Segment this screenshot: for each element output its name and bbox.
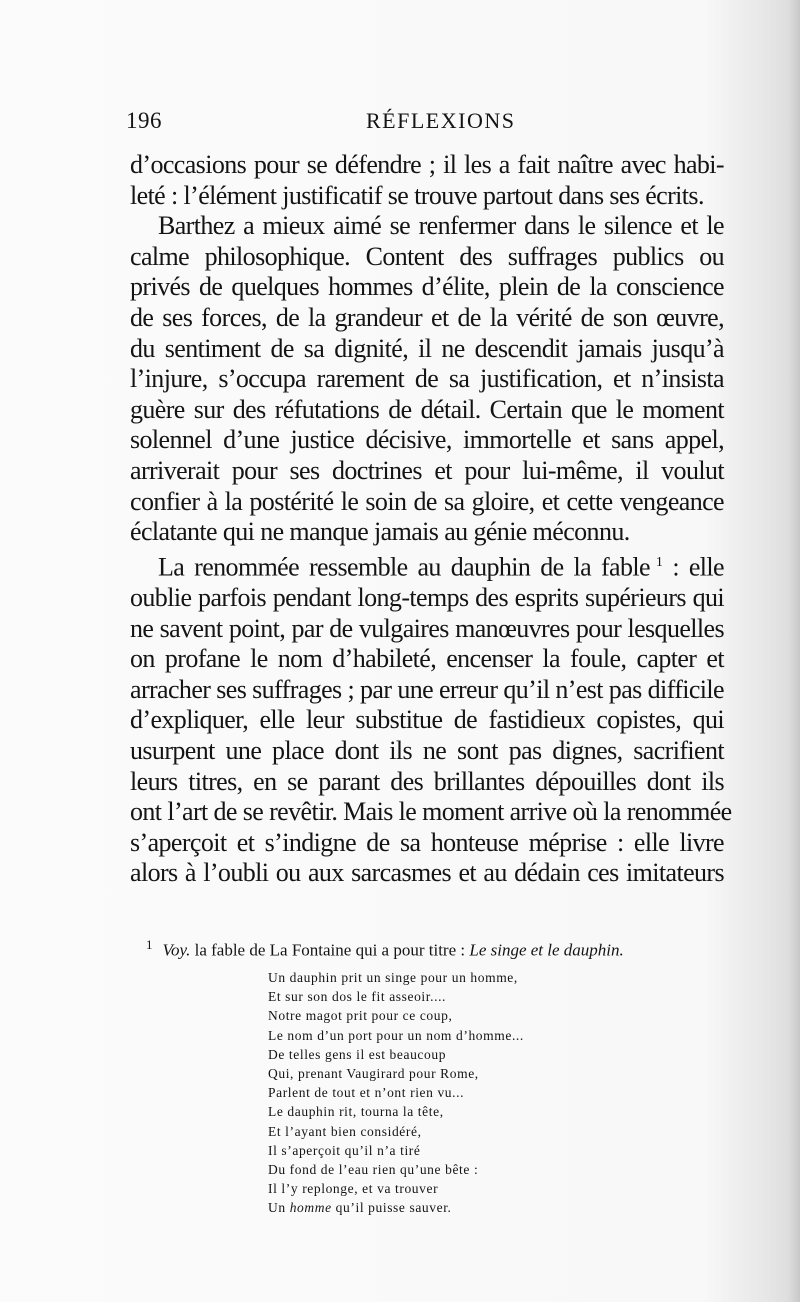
verse-line: Du fond de l’eau rien qu’une bête : [268,1162,479,1178]
footnote-text: la fable de La Fontaine qui a pour titre : [194,940,466,960]
text-line-end: : elle [672,552,724,582]
text-line: leurs titres, en se parant des brillantes dépouilles dont ils [130,766,724,796]
text-line: Barthez a mieux aimé se renfermer dans le silence et le [158,211,724,241]
verse-line: Parlent de tout et n’ont rien vu... [268,1085,465,1101]
footnote-verses [268,968,524,1218]
page-number: 196 [126,108,162,133]
text-line: calme philosophique. Content des suffrages publics ou [130,241,724,271]
verse-line: Qui, prenant Vaugirard pour Rome, [268,1066,479,1082]
text-line: l’injure, s’occupa rarement de sa justification, et n’insista [130,364,724,394]
text-line: guère sur des réfutations de détail. Certain que le moment [130,394,724,424]
text-line: alors à l’oubli ou aux sarcasmes et au dédain ces imitateurs [130,858,724,888]
text-line-start: La renommée ressemble au dauphin de la fable [158,552,650,582]
page-header [126,108,726,142]
text-line: éclatante qui ne manque jamais au génie méconnu. [130,517,630,547]
footnote-mark: 1 [146,937,153,952]
text-line: confier à la postérité le soin de sa gloire, et cette vengeance [130,486,724,516]
text-line: solennel d’une justice décisive, immortelle et sans appel, [130,425,724,455]
text-line: d’occasions pour se défendre ; il les a fait naître avec habi- [130,150,724,179]
page-edge-shadow [788,0,800,1302]
text-line: d’expliquer, elle leur substitue de fastidieux copistes, qui [130,705,724,735]
text-line: arriverait pour ses doctrines et pour lui-même, il voulut [130,455,724,485]
verse-suffix: qu’il puisse sauver. [335,1200,452,1216]
text-line: de ses forces, de la grandeur et de la vérité de son œuvre, [130,302,724,332]
verse-italic-word: homme [289,1200,332,1216]
text-line: ne savent point, par de vulgaires manœuvres pour lesquelles [130,613,724,643]
footnote-label: Voy. [162,940,191,960]
verse-line: Notre magot prit pour ce coup, [268,1008,453,1024]
text-line: on profane le nom d’habileté, encenser la foule, capter et [130,644,724,674]
text-line: usurpent une place dont ils ne sont pas dignes, sacrifient [130,735,724,765]
verse-line: Et l’ayant bien considéré, [268,1123,422,1139]
text-line: arracher ses suffrages ; par une erreur qu’il n’est pas difficile [130,674,724,704]
verse-line: Et sur son dos le fit asseoir.... [268,989,447,1005]
text-line: oublie parfois pendant long-temps des esprits supérieurs qui [130,582,724,612]
text-line: s’aperçoit et s’indigne de sa honteuse méprise : elle livre [130,827,724,857]
body-text [130,150,732,889]
verse-prefix: Un [268,1200,286,1216]
text-line: privés de quelques hommes d’élite, plein de la conscience [130,272,724,302]
verse-line-last [268,1198,524,1217]
verse-line: Le nom d’un port pour un nom d’homme... [268,1027,524,1043]
text-line-with-note [130,548,724,583]
verse-line: Le dauphin rit, tourna la tête, [268,1104,444,1120]
text-line: leté : l’élément justificatif se trouve partout dans ses écrits. [130,180,704,210]
text-line: ont l’art de se revêtir. Mais le moment arrive où la renommée [130,797,732,827]
verse-line: Un dauphin prit un singe pour un homme, [268,970,518,985]
footnote-title: Le singe et le dauphin. [469,940,624,960]
footnote-reference: 1 [655,554,663,570]
running-title: RÉFLEXIONS [366,108,516,133]
verse-line: Il l’y replonge, et va trouver [268,1181,439,1197]
verse-line: Il s’aperçoit qu’il n’a tiré [268,1142,421,1158]
footnote [146,934,726,962]
text-line: du sentiment de sa dignité, il ne descendit jamais jusqu’à [130,333,724,363]
verse-line: De telles gens il est beaucoup [268,1046,447,1062]
